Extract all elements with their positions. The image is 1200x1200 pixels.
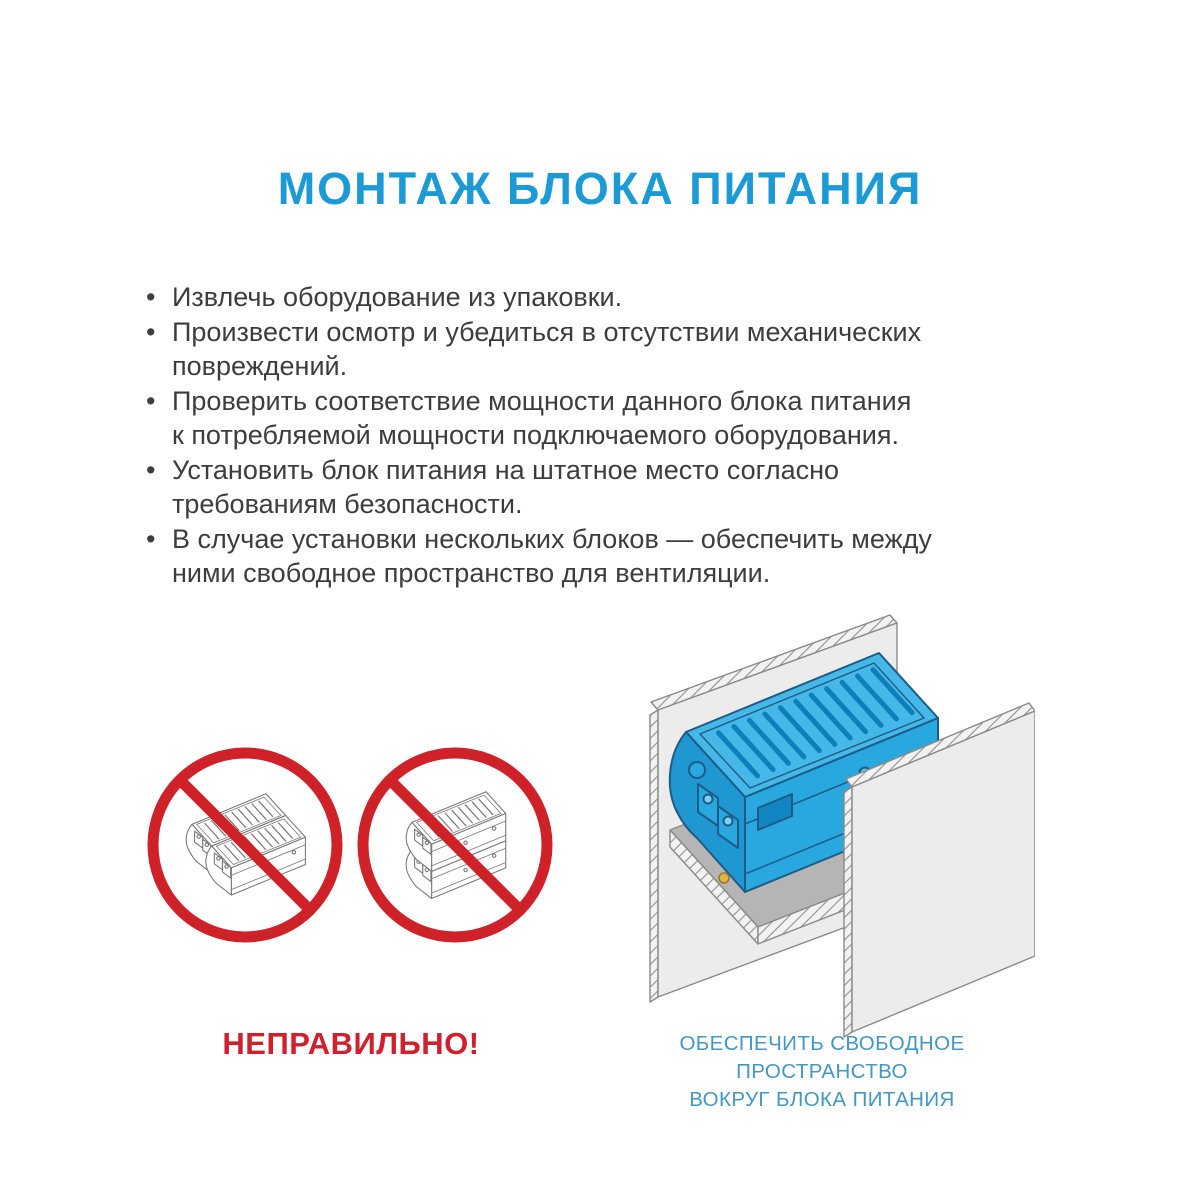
page-title: МОНТАЖ БЛОКА ПИТАНИЯ (277, 163, 923, 214)
prohibited-examples (144, 744, 564, 946)
prohibited-adjacent-psu-sign (144, 744, 346, 946)
no-symbol-icon (153, 753, 337, 937)
wrong-label: НЕПРАВИЛЬНО! (222, 1026, 480, 1061)
instruction-item: • Проверить соответствие мощности данного блока питания к потребляемой мощности подключаемого оборудования. (146, 386, 912, 450)
instruction-item: • Извлечь оборудование из упаковки. (146, 282, 623, 312)
no-symbol-icon (363, 753, 547, 937)
instruction-item: • Установить блок питания на штатное место согласно требованиям безопасности. (146, 455, 840, 519)
instruction-item: • В случае установки нескольких блоков — обеспечить между ними свободное пространство для вентиляции. (146, 524, 932, 588)
ventilation-clearance-illustration (640, 612, 1035, 1047)
bullet-icon: • (146, 386, 156, 416)
bullet-icon: • (146, 282, 156, 312)
instruction-item: • Произвести осмотр и убедиться в отсутствии механических повреждений. (146, 317, 922, 381)
instructions-list (142, 280, 1082, 591)
bullet-icon: • (146, 524, 156, 554)
bullet-icon: • (146, 317, 156, 347)
clearance-caption: ОБЕСПЕЧИТЬ СВОБОДНОЕ ПРОСТРАНСТВО ВОКРУГ БЛОКА ПИТАНИЯ (679, 1032, 965, 1111)
prohibited-stacked-psu-sign (354, 744, 556, 946)
bullet-icon: • (146, 455, 156, 485)
